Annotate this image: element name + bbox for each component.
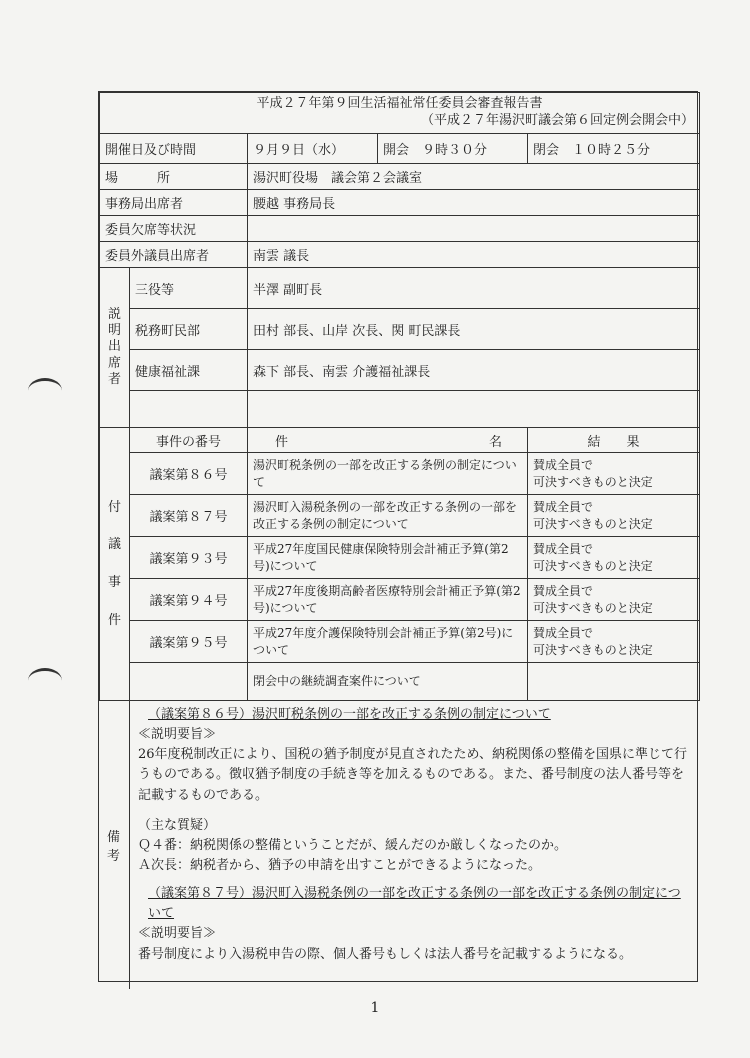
remarks-section1-a: Ａ次長：納税者から、猶予の申請を出すことができるようになった。 (138, 857, 542, 873)
remarks-section1-qa-label: （主な質疑） (138, 817, 217, 833)
place-value: 湯沢町役場 議会第２会議室 (248, 164, 700, 190)
result-line2: 可決すべきものと決定 (533, 642, 653, 657)
agenda-item-result (528, 621, 700, 663)
remarks-section2-title: （議案第８７号）湯沢町入湯税条例の一部を改正する条例の一部を改正する条例の制定について (148, 886, 681, 922)
result-line1: 賛成全員で (533, 458, 594, 473)
remarks-label: 備考 (99, 701, 130, 989)
names-cell: 田村 部長、山岸 次長、関 町民課長 (248, 309, 700, 350)
explanation-label-cell (100, 268, 130, 428)
agenda-item-result (528, 495, 700, 537)
place-label: 場 所 (100, 164, 248, 190)
agenda-item-name: 湯沢町税条例の一部を改正する条例の制定について (248, 453, 528, 495)
agenda-item-name: 平成27年度介護保険特別会計補正予算(第2号)について (248, 621, 528, 663)
agenda-item-result (528, 663, 700, 701)
punch-hole-top (28, 378, 62, 403)
result-line2: 可決すべきものと決定 (533, 600, 653, 615)
remarks-body (130, 701, 697, 989)
nonmember-value: 南雲 議長 (248, 242, 700, 268)
explanation-label: 説明出席者 (107, 306, 121, 387)
report-sheet (98, 91, 698, 982)
result-line2: 可決すべきものと決定 (533, 558, 653, 573)
agenda-label: 付議事件 (107, 499, 121, 628)
agenda-item-no: 議案第９４号 (130, 579, 248, 621)
dept-cell: 三役等 (130, 268, 248, 309)
punch-hole-bottom (28, 668, 62, 693)
agenda-item-name: 平成27年度国民健康保険特別会計補正予算(第2号)について (248, 537, 528, 579)
agenda-header-result: 結 果 (528, 428, 700, 453)
nonmember-label: 委員外議員出席者 (100, 242, 248, 268)
absence-label: 委員欠席等状況 (100, 216, 248, 242)
remarks-section1-title: （議案第８６号）湯沢町税条例の一部を改正する条例の制定について (148, 707, 551, 722)
names-cell (248, 391, 700, 428)
agenda-item-no: 議案第８７号 (130, 495, 248, 537)
agenda-item-no: 議案第９５号 (130, 621, 248, 663)
absence-value (248, 216, 700, 242)
agenda-item-result (528, 453, 700, 495)
agenda-label-cell (100, 428, 130, 701)
result-line1: 賛成全員で (533, 542, 594, 557)
agenda-item-result (528, 537, 700, 579)
report-title-cell (100, 93, 700, 134)
dept-cell: 税務町民部 (130, 309, 248, 350)
open-label: 開会 (383, 143, 410, 158)
meeting-open (378, 134, 528, 164)
report-table (99, 92, 700, 701)
close-label: 閉会 (533, 143, 560, 158)
agenda-header-name-right: 名 (488, 434, 502, 450)
agenda-item-name: 湯沢町入湯税条例の一部を改正する条例の一部を改正する条例の制定について (248, 495, 528, 537)
agenda-header-name (248, 428, 528, 453)
result-line2: 可決すべきものと決定 (533, 516, 653, 531)
result-line1: 賛成全員で (533, 626, 594, 641)
agenda-item-no: 議案第８６号 (130, 453, 248, 495)
meeting-close (528, 134, 700, 164)
remarks-section2-points: 番号制度により入湯税申告の際、個人番号もしくは法人番号を記載するようになる。 (138, 946, 633, 962)
agenda-item-name: 閉会中の継続調査案件について (248, 663, 528, 701)
dept-cell (130, 391, 248, 428)
result-line1: 賛成全員で (533, 500, 594, 515)
agenda-item-result (528, 579, 700, 621)
dept-cell: 健康福祉課 (130, 350, 248, 391)
meeting-label: 開催日及び時間 (100, 134, 248, 164)
secretariat-value: 腰越 事務局長 (248, 190, 700, 216)
agenda-header-no: 事件の番号 (130, 428, 248, 453)
remarks-section1-points: 26年度税制改正により、国税の猶予制度が見直されたため、納税関係の整備を国県に準じて行うものである。徴収猶予制度の手続き等を加えるものである。また、番号制度の法人番号等を記載するものである。 (138, 747, 688, 803)
secretariat-label: 事務局出席者 (100, 190, 248, 216)
result-line2: 可決すべきものと決定 (533, 474, 653, 489)
agenda-item-no: 議案第９３号 (130, 537, 248, 579)
report-subtitle: （平成２７年湯沢町議会第６回定例会開会中） (421, 113, 695, 128)
meeting-date: ９月９日（水） (248, 134, 378, 164)
remarks-section (99, 701, 697, 989)
remarks-section1-q: Ｑ４番：納税関係の整備ということだが、緩んだのか厳しくなったのか。 (138, 837, 568, 853)
agenda-item-no (130, 663, 248, 701)
remarks-section1-points-label: ≪説明要旨≫ (138, 727, 217, 743)
names-cell: 森下 部長、南雲 介護福祉課長 (248, 350, 700, 391)
agenda-item-name: 平成27年度後期高齢者医療特別会計補正予算(第2号)について (248, 579, 528, 621)
remarks-section2-points-label: ≪説明要旨≫ (138, 926, 217, 942)
agenda-header-name-left: 件 (275, 434, 289, 450)
report-title: 平成２７年第９回生活福祉常任委員会審査報告書 (256, 96, 543, 112)
result-line1: 賛成全員で (533, 584, 594, 599)
open-time: ９時３０分 (422, 143, 488, 158)
close-time: １０時２５分 (572, 143, 651, 158)
page-number: 1 (370, 1000, 380, 1016)
names-cell: 半澤 副町長 (248, 268, 700, 309)
